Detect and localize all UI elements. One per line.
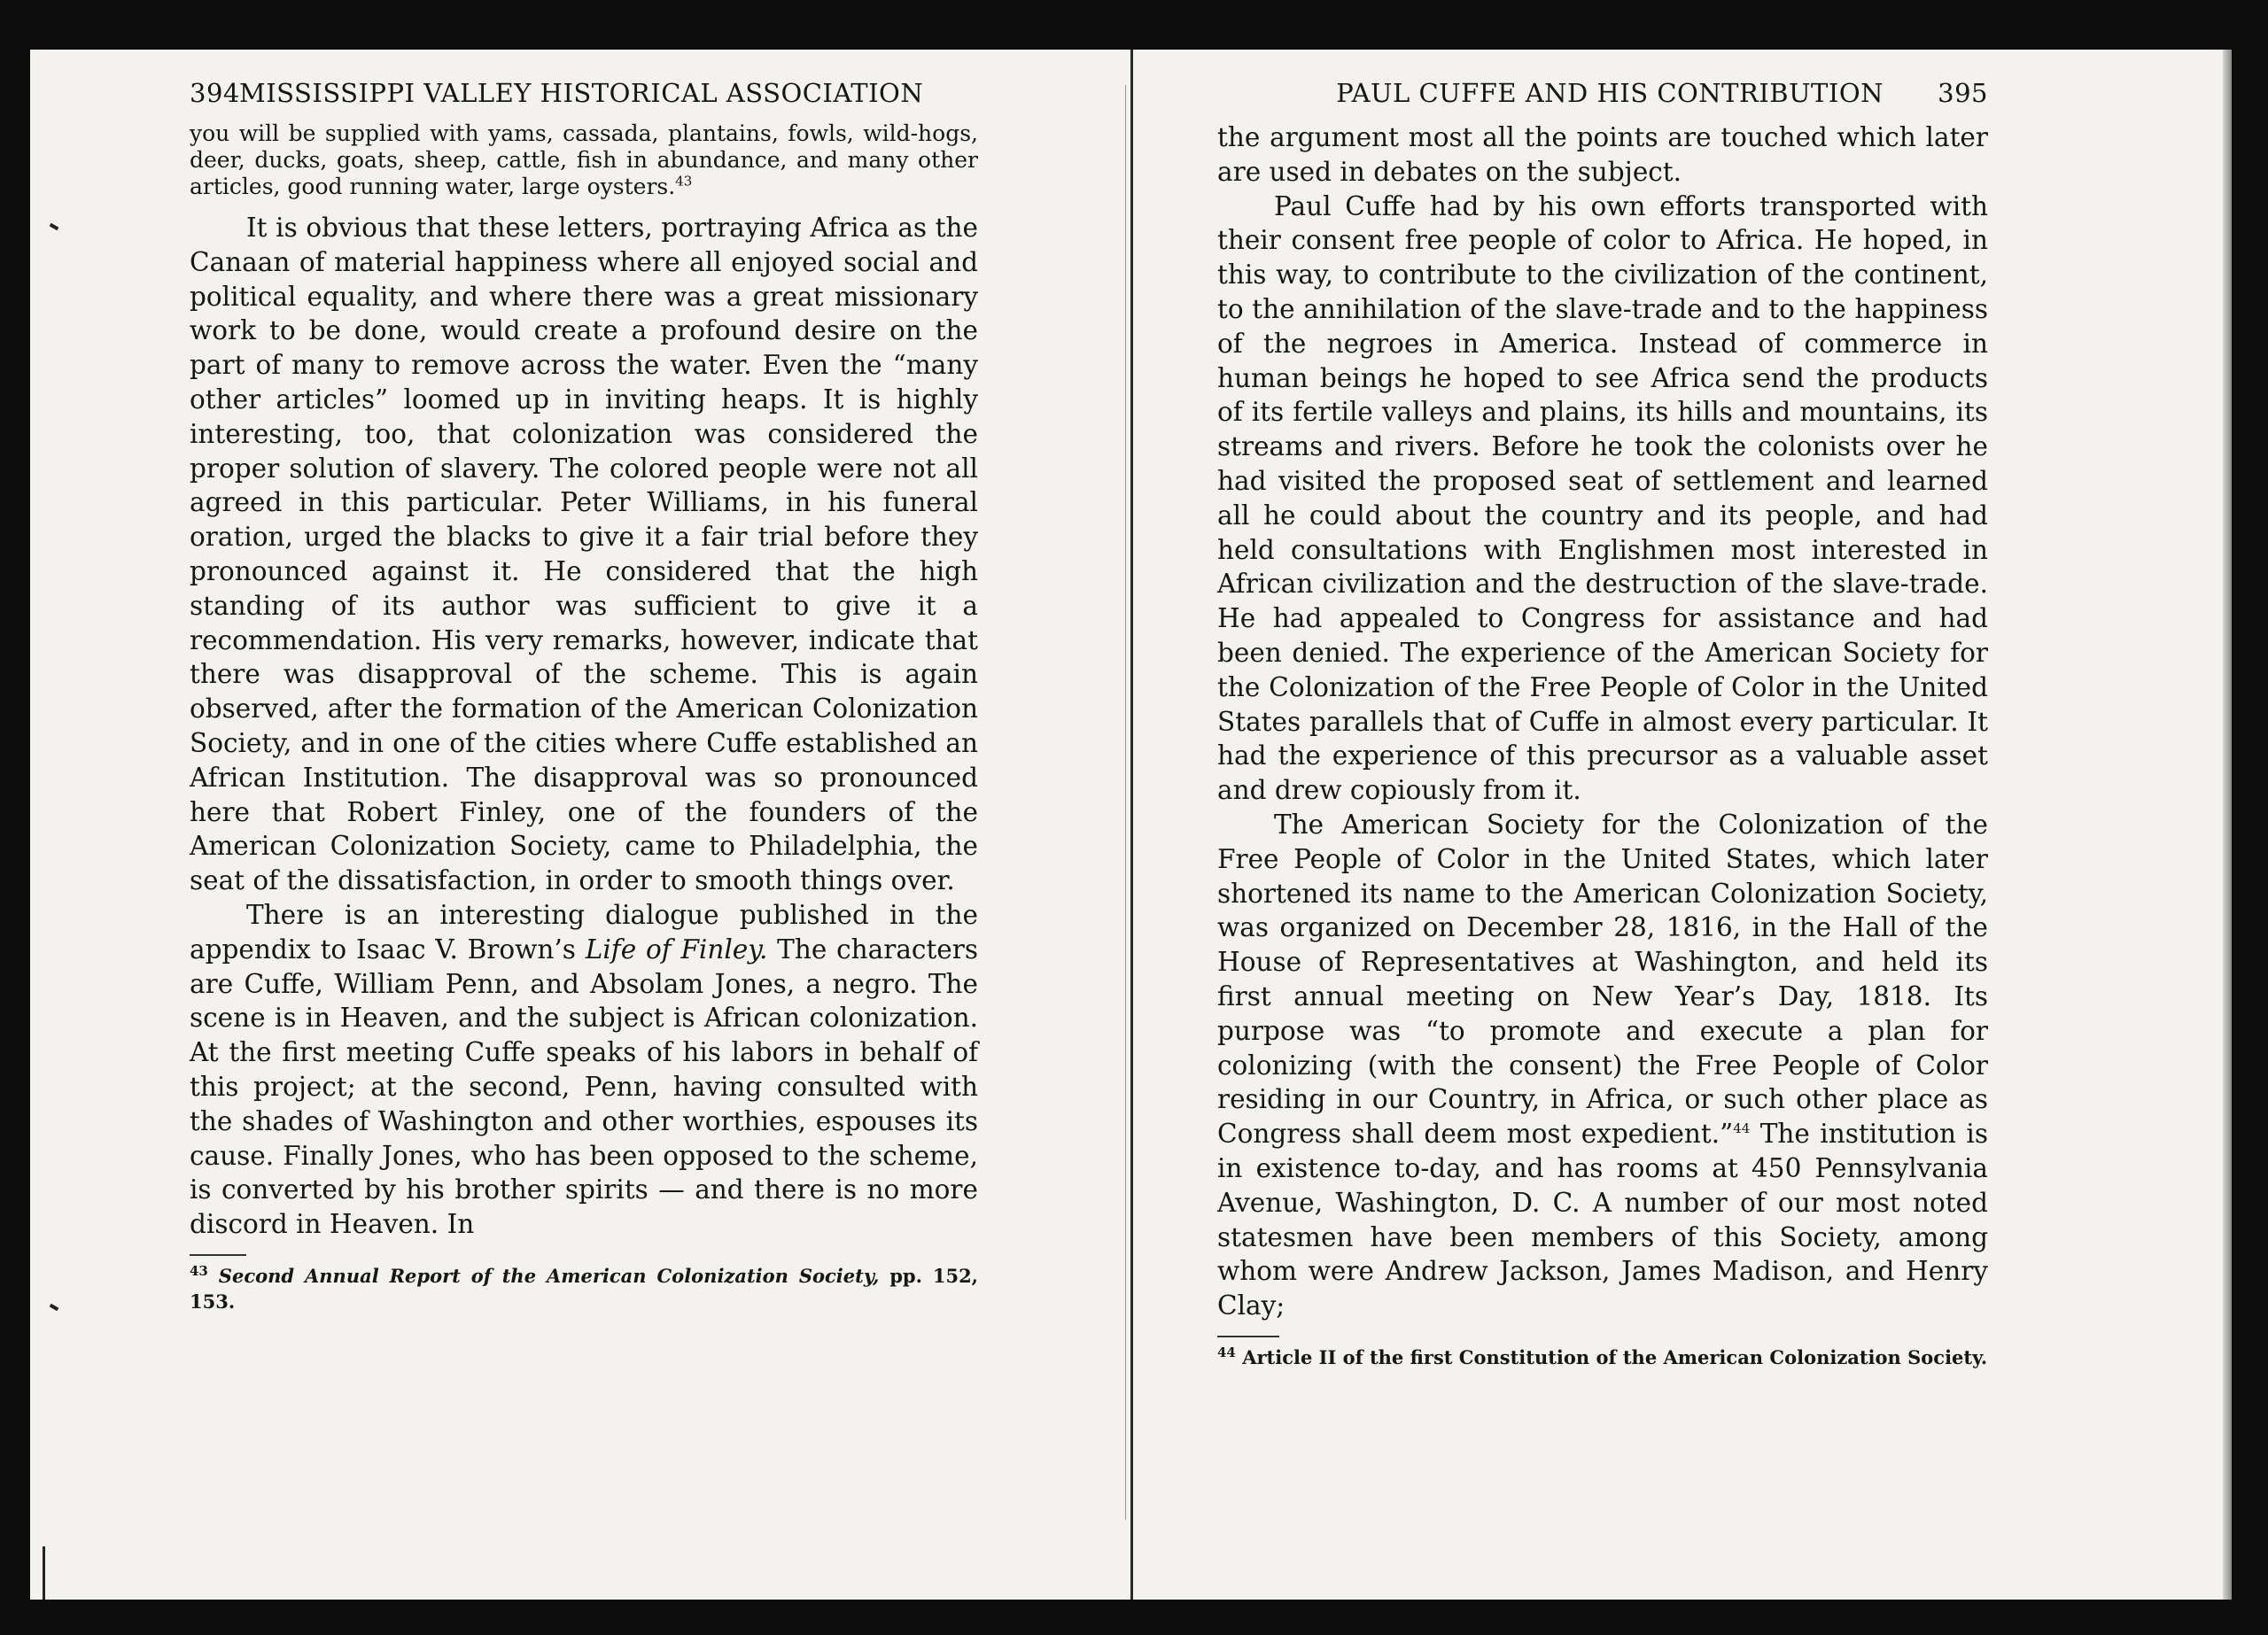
paragraph: Paul Cuffe had by his own efforts transported with their consent free people of color to Africa. He hoped, in this way, to contribute to the civilization of the continent, to the annihilation of the slave-trade and to the happiness of the negroes in America. Instead of commerce in human beings he hoped to see Africa send the products of its fertile valleys and plains, its hills and mountains, its streams and rivers. Before he took the colonists over he had visited the proposed seat of settlement and learned all he could about the country and its people, and had held consultations with Englishmen most interested in African civilization and the destruction of the slave-trade. He had appealed to Congress for assistance and had been denied. The experience of the American Society for the Colonization of the Free People of Color in the United States parallels that of Cuffe in almost every particular. It had the experience of this precursor as a valuable asset and drew copiously from it. bbox=[1217, 190, 1988, 806]
paragraph-text: There is an interesting dialogue published in the appendix to Isaac V. Brown’s bbox=[190, 899, 978, 965]
scan-mark bbox=[50, 1304, 59, 1311]
book-title: Life of Finley. bbox=[585, 934, 768, 965]
page-edge bbox=[2223, 50, 2232, 1600]
quote-text: you will be supplied with yams, cassada, plantains, fowls, wild-hogs, deer, ducks, goats, sheep, cattle, fish in abundance, and many other articles, good running water, large oysters. bbox=[190, 120, 978, 199]
paragraph-text: The characters are Cuffe, William Penn, and Absolam Jones, a negro. The scene is in Heaven, and the subject is African colonization. At the first meeting Cuffe speaks of his labors in behalf of this project; at the second, Penn, having consulted with the shades of Washington and other worthies, espouses its cause. Finally Jones, who has been opposed to the scheme, is converted by his brother spirits — and there is no more discord in Heaven. In bbox=[190, 934, 978, 1240]
gutter-shadow bbox=[1125, 85, 1126, 1520]
left-page bbox=[190, 78, 978, 1314]
footnote-text: pp. 152, 153. bbox=[190, 1264, 978, 1313]
footnote-number: 44 bbox=[1217, 1344, 1236, 1360]
footnote-rule bbox=[1217, 1336, 1279, 1337]
scan-mark bbox=[50, 223, 59, 230]
running-title: PAUL CUFFE AND HIS CONTRIBUTION bbox=[1336, 78, 1884, 108]
footnote-rule bbox=[190, 1254, 246, 1256]
paragraph-text: The institution is in existence to-day, and has rooms at 450 Pennsylvania Avenue, Washington, D. C. A number of our most noted statesmen have been members of this Society, among whom were Andrew Jackson, James Madison, and Henry Clay; bbox=[1217, 1119, 1988, 1321]
page-gutter bbox=[1130, 50, 1133, 1600]
page-number: 395 bbox=[1938, 78, 1988, 108]
right-running-head bbox=[1217, 78, 1988, 120]
paragraph: the argument most all the points are touched which later are used in debates on the subject. bbox=[1217, 122, 1988, 187]
footnote-number: 43 bbox=[190, 1262, 208, 1279]
footnote bbox=[1217, 1344, 1988, 1370]
page-number: 394 bbox=[190, 78, 240, 108]
right-page bbox=[1217, 78, 1988, 1370]
footnote-text: Article II of the first Constitution of the American Colonization Society. bbox=[1242, 1345, 1988, 1368]
footnote-ref: 44 bbox=[1733, 1120, 1751, 1137]
paragraph-text: The American Society for the Colonization of the Free People of Color in the United States, which later shortened its name to the American Colonization Society, was organized on December 28, 1816, in the Hall of the House of Representatives at Washington, and held its first annual meeting on New Year’s Day, 1818. Its purpose was “to promote and execute a plan for colonizing (with the consent) the Free People of Color residing in our Country, in Africa, or such other place as Congress shall deem most expedient.” bbox=[1217, 809, 1988, 1150]
paragraph bbox=[190, 898, 978, 1242]
running-title: MISSISSIPPI VALLEY HISTORICAL ASSOCIATION bbox=[239, 78, 924, 108]
paragraph bbox=[1217, 808, 1988, 1323]
block-quote bbox=[190, 120, 978, 200]
footnote-ref: 43 bbox=[675, 173, 693, 190]
paragraph: It is obvious that these letters, portraying Africa as the Canaan of material happiness where all enjoyed social and political equality, and where there was a great missionary work to be done, would create a profound desire on the part of many to remove across the water. Even the “many other articles” loomed up in inviting heaps. It is highly interesting, too, that colonization was considered the proper solution of slavery. The colored people were not all agreed in this particular. Peter Williams, in his funeral oration, urged the blacks to give it a fair trial before they pronounced against it. He considered that the high standing of its author was sufficient to give it a recommendation. His very remarks, however, indicate that there was disapproval of the scheme. This is again observed, after the formation of the American Colonization Society, and in one of the cities where Cuffe established an African Institution. The disapproval was so pronounced here that Robert Finley, one of the founders of the American Colonization Society, came to Philadelphia, the seat of the dissatisfaction, in order to smooth things over. bbox=[190, 213, 978, 896]
right-body bbox=[1217, 120, 1988, 1323]
scan-mark bbox=[43, 1546, 45, 1600]
footnote bbox=[190, 1263, 978, 1314]
footnote-title: Second Annual Report of the American Colonization Society, bbox=[218, 1264, 880, 1287]
left-running-head bbox=[190, 78, 978, 120]
left-body bbox=[190, 120, 978, 1242]
